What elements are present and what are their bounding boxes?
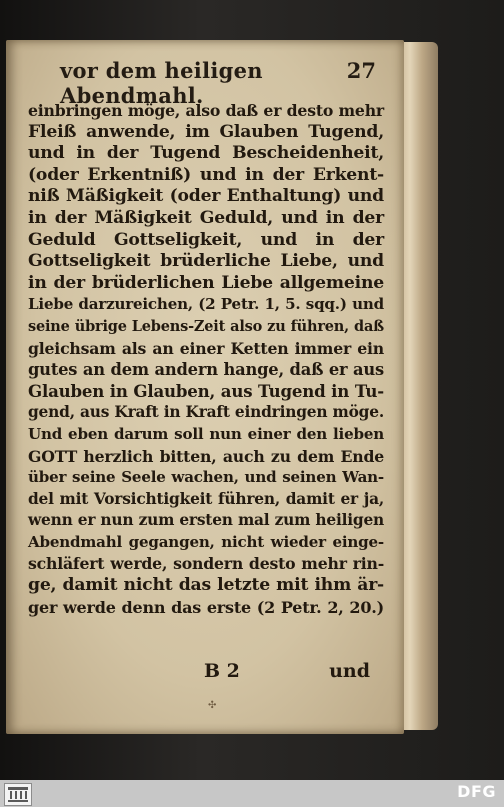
text-line: Abendmahl gegangen, nicht wieder einge-	[28, 532, 384, 551]
text-line: gleichsam als an einer Ketten immer ein	[28, 338, 384, 358]
page-footer	[28, 660, 376, 684]
text-line: del mit Vorsichtigkeit führen, damit er ja,	[28, 489, 384, 508]
text-line: Geduld Gottseligkeit, und in der	[28, 229, 384, 250]
ornament-icon: ✣	[208, 700, 217, 711]
text-line: Und eben darum soll nun einer den lieben	[28, 424, 384, 443]
text-line: wenn er nun zum ersten mal zum heiligen	[28, 511, 385, 530]
text-line: Fleiß anwende, im Glauben Tugend,	[28, 121, 384, 142]
signature-mark: B 2	[204, 660, 240, 682]
text-line: in der brüderlichen Liebe allgemeine	[28, 272, 384, 293]
running-head: vor dem heiligen Abendmahl.	[60, 58, 263, 108]
text-line: gend, aus Kraft in Kraft eindringen möge.	[28, 403, 384, 422]
text-line: seine übrige Lebens-Zeit also zu führen, daß	[28, 317, 384, 335]
text-line: einbringen möge, also daß er desto mehr	[28, 101, 384, 120]
viewer-bottom-bar	[0, 780, 504, 807]
text-line: niß Mäßigkeit (oder Enthaltung) und	[28, 186, 384, 207]
text-line: gutes an dem andern hange, daß er aus	[28, 360, 384, 380]
dfg-logo[interactable]: DFG	[457, 782, 496, 801]
page-header	[56, 58, 386, 108]
text-line: in der Mäßigkeit Geduld, und in der	[28, 207, 384, 228]
text-line: schläfert werde, sondern desto mehr rin-	[28, 554, 384, 574]
body-text	[28, 100, 384, 618]
text-line: und in der Tugend Bescheidenheit,	[28, 143, 384, 164]
text-line: GOTT herzlich bitten, auch zu dem Ende	[28, 446, 384, 466]
catchword: und	[329, 660, 370, 682]
text-line: ger werde denn das erste (2 Petr. 2, 20.)	[28, 597, 384, 617]
text-line: (oder Erkentniß) und in der Erkent-	[28, 164, 384, 185]
text-line: über seine Seele wachen, und seinen Wan-	[28, 468, 384, 487]
library-logo-icon[interactable]	[4, 783, 32, 806]
book-page-edges	[398, 42, 438, 730]
text-line: Liebe darzureichen, (2 Petr. 1, 5. sqq.) und	[28, 295, 384, 314]
text-line: Glauben in Glauben, aus Tugend in Tu-	[28, 380, 384, 401]
text-line: ge, damit nicht das letzte mit ihm är-	[28, 575, 384, 596]
text-line: Gottseligkeit brüderliche Liebe, und	[28, 251, 384, 272]
page-number: 27	[346, 58, 376, 83]
